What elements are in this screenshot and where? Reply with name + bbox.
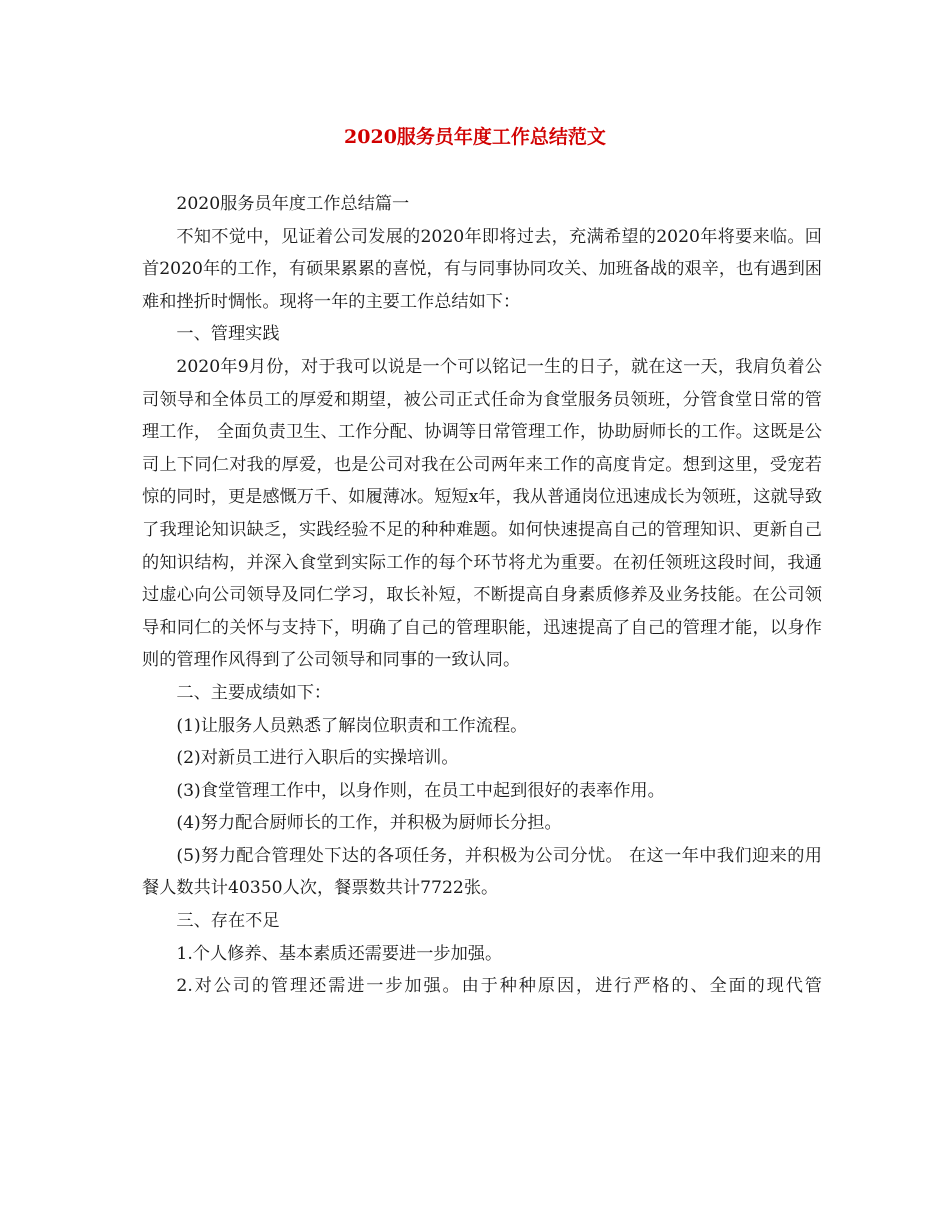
document-title: 2020服务员年度工作总结范文 [344,126,606,148]
document-body [142,188,822,1003]
list-item: (4)努力配合厨师长的工作，并积极为厨师长分担。 [176,813,562,834]
list-item: (5)努力配合管理处下达的各项任务，并积极为公司分忧。 在这一年中我们迎来的用餐人数共计40350人次，餐票数共计7722张。 [142,845,822,899]
paragraph: 不知不觉中，见证着公司发展的2020年即将过去，充满希望的2020年将要来临。回首2020年的工作，有硕果累累的喜悦，有与同事协同攻关、加班备战的艰辛，也有遇到困难和挫折时惆怅。现将一年的主要工作总结如下： [142,226,822,312]
section-heading: 二、主要成绩如下： [176,682,332,703]
list-item: 1.个人修养、基本素质还需要进一步加强。 [176,943,503,964]
section-heading: 三、存在不足 [176,911,280,932]
list-item: (1)让服务人员熟悉了解岗位职责和工作流程。 [176,715,528,736]
paragraph: 2020年9月份，对于我可以说是一个可以铭记一生的日子，就在这一天，我肩负着公司领导和全体员工的厚爱和期望，被公司正式任命为食堂服务员领班，分管食堂日常的管理工作， 全面负责卫生、工作分配、协调等日常管理工作，协助厨师长的工作。这既是公司上下同仁对我的厚爱，也是公司对我在公司两年来工作的高度肯定。想到这里，受宠若惊的同时，更是感慨万千、如履薄冰。短短x年，我从普通岗位迅速成长为领班，这就导致了我理论知识缺乏，实践经验不足的种种难题。如何快速提高自己的管理知识、更新自己的知识结构，并深入食堂到实际工作的每个环节将尤为重要。在初任领班这段时间，我通过虚心向公司领导及同仁学习，取长补短，不断提高自身素质修养及业务技能。在公司领导和同仁的关怀与支持下，明确了自己的管理职能，迅速提高了自己的管理才能，以身作则的管理作风得到了公司领导和同事的一致认同。 [142,356,823,671]
list-item: 2.对公司的管理还需进一步加强。由于种种原因，进行严格的、全面的现代管 [176,976,822,997]
section-heading: 一、管理实践 [176,324,280,345]
list-item: (2)对新员工进行入职后的实操培训。 [176,748,459,769]
list-item: (3)食堂管理工作中，以身作则，在员工中起到很好的表率作用。 [176,780,665,801]
section-heading: 2020服务员年度工作总结篇一 [176,194,410,214]
